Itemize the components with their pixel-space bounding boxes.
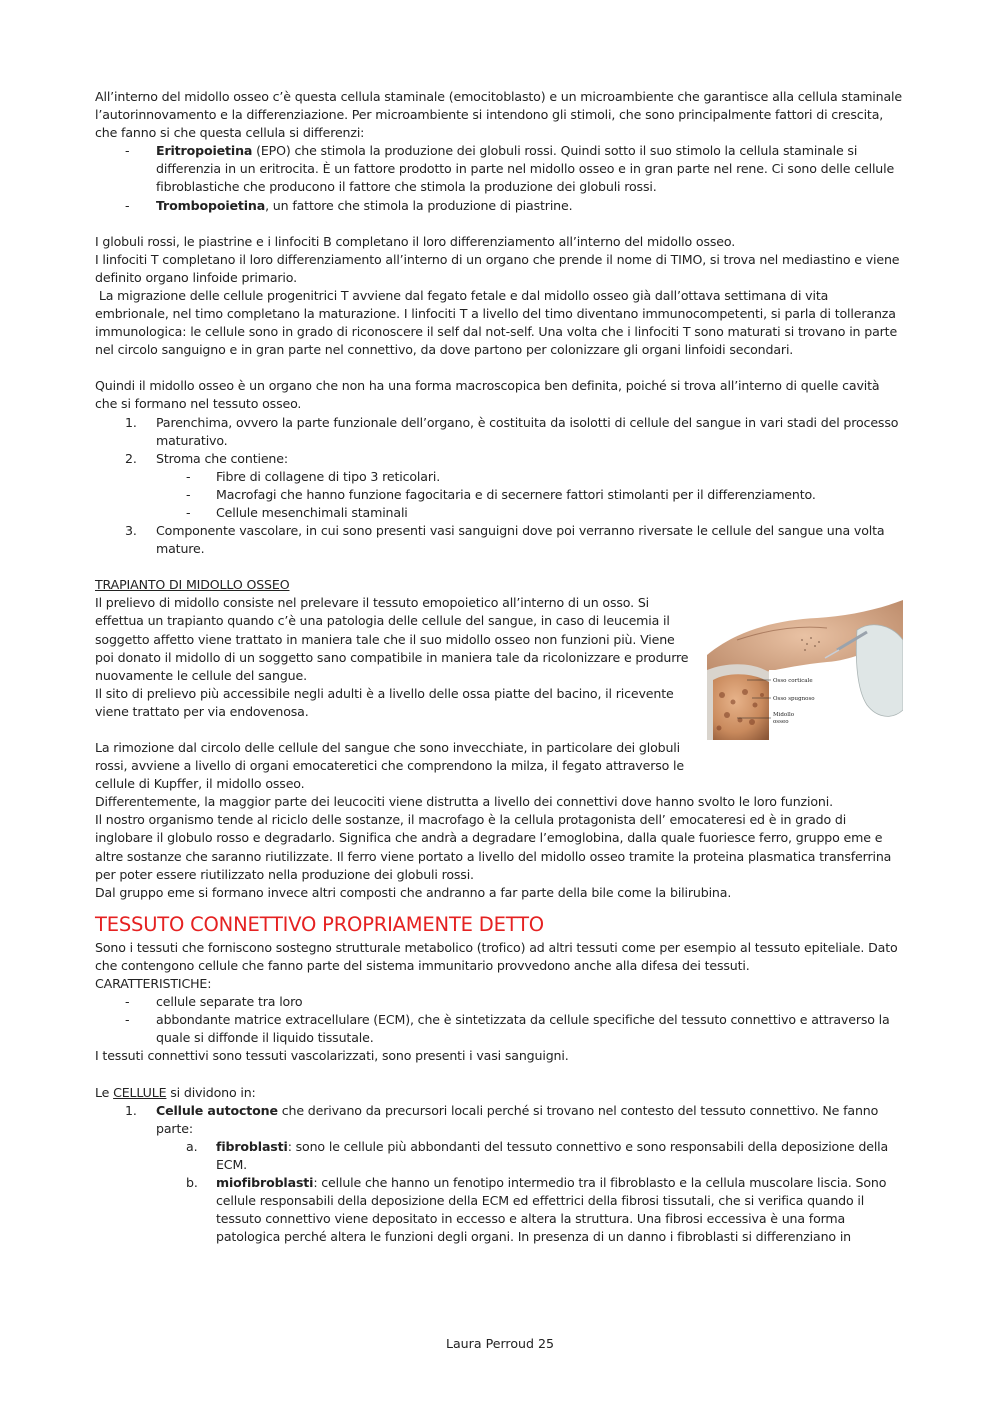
list-text: Parenchima, ovvero la parte funzionale dell’organo, è costituita da isolotti di cellule del sangue in vari stadi del processo maturativo.: [156, 414, 899, 448]
term: miofibroblasti: [216, 1174, 314, 1190]
list-marker: 3.: [125, 523, 137, 539]
paragraph: La rimozione dal circolo delle cellule del sangue che sono invecchiate, in particolare dei globuli rossi, avviene a livello di organi emocateretici che comprendono la milza, il fegato attraverso le cellule di Kupffer, il midollo osseo.: [95, 740, 684, 792]
paragraph: I tessuti connettivi sono tessuti vascolarizzati, sono presenti i vasi sanguigni.: [95, 1048, 569, 1064]
list-marker: -: [125, 197, 130, 213]
term-text: (EPO) che stimola la produzione dei globuli rossi. Quindi sotto il suo stimolo la cellula staminale si differenzia in un eritrocita. È un fattore prodotto in parte nel midollo osseo e in gran parte nel rene. Ci sono delle cellule fibroblastiche che producono il fattore che stimola la produzione dei globuli rossi.: [156, 143, 895, 195]
term-text: che derivano da precursori locali perché si trovano nel contesto del tessuto connettivo. Ne fanno parte:: [156, 1102, 879, 1136]
term: fibroblasti: [216, 1138, 288, 1154]
term-text: , un fattore che stimola la produzione di piastrine.: [265, 197, 573, 213]
list-item: [95, 1011, 903, 1047]
list-item: [95, 522, 903, 558]
term-text: : sono le cellule più abbondanti del tessuto connettivo e sono responsabili della deposizione della ECM.: [216, 1138, 889, 1172]
list-item: [95, 414, 903, 450]
illustration-svg: [707, 600, 903, 740]
list-text: Fibre di collagene di tipo 3 reticolari.: [216, 468, 441, 484]
list-item: [95, 142, 903, 196]
list-item: [95, 1102, 903, 1138]
list-text: Macrofagi che hanno funzione fagocitaria e di secernere fattori stimolanti per il differenziamento.: [216, 486, 816, 502]
label-osseo: osseo: [773, 719, 789, 725]
paragraph: Dal gruppo eme si formano invece altri composti che andranno a far parte della bile come la bilirubina.: [95, 884, 732, 900]
term: Cellule autoctone: [156, 1102, 278, 1118]
paragraph: Il nostro organismo tende al riciclo delle sostanze, il macrofago è la cellula protagonista dell’ emocateresi ed è in grado di inglobare il globulo rosso e degradarlo. Significa che andrà a degradare l’emoglobina, dalla quale fuoriesce ferro, gruppo eme e altre sostanze che saranno riutilizzate. Il ferro viene portato a livello del midollo osseo tramite la proteina plasmatica transferrina per poter essere riutilizzato nella produzione dei globuli rossi.: [95, 812, 892, 882]
label-osso-spugnoso: Osso spugnoso: [773, 696, 815, 702]
label: CARATTERISTICHE:: [95, 976, 212, 992]
list-marker: -: [125, 143, 130, 159]
page-footer: Laura Perroud 25: [445, 1336, 555, 1351]
list-marker: b.: [186, 1174, 198, 1190]
list-text: Stroma che contiene:: [156, 450, 288, 466]
list-text: cellule separate tra loro: [156, 994, 303, 1010]
list-marker: 2.: [125, 450, 137, 466]
label-osso-corticale: Osso corticale: [773, 678, 813, 684]
list-item: [95, 450, 903, 468]
transplant-section: [95, 576, 695, 793]
paragraph: I globuli rossi, le piastrine e i linfociti B completano il loro differenziamento all’interno del midollo osseo.: [95, 233, 736, 249]
list-marker: 1.: [125, 1102, 137, 1118]
paragraph: Quindi il midollo osseo è un organo che non ha una forma macroscopica ben definita, poiché si trova all’interno di quelle cavità che si formano nel tessuto osseo.: [95, 378, 880, 412]
list-marker: a.: [186, 1138, 198, 1154]
list-marker: -: [186, 486, 191, 502]
list-marker: -: [125, 1012, 130, 1028]
list-text: Componente vascolare, in cui sono presenti vasi sanguigni dove poi verranno riversate le cellule del sangue una volta mature.: [156, 523, 885, 557]
label-midollo: Midollo: [773, 712, 795, 718]
list-item: [95, 1138, 903, 1174]
text: Le: [95, 1084, 114, 1100]
list-item: [95, 197, 903, 215]
term-text: : cellule che hanno un fenotipo intermedio tra il fibroblasto e la cellula muscolare liscia. Sono cellule responsabili della deposizione della ECM ed effettrici della fibrosi tissutali, che si verifica quando il tessuto connettivo viene depositato in eccesso e altera la struttura. Una fibrosi eccessiva è una forma patologica perché altera le funzioni degli organi. In presenza di un danno i fibroblasti si differenziano in: [216, 1174, 887, 1245]
list-item: [95, 993, 903, 1011]
paragraph: La migrazione delle cellule progenitrici T avviene dal fegato fetale e dal midollo osseo già dall’ottava settimana di vita embrionale, nel timo completano la maturazione. I linfociti T a livello del timo diventano immunocompetenti, si parla di tolleranza immunologica: le cellule sono in grado di riconoscere il self dal not-self. Una volta che i linfociti T sono maturati si trovano in parte nel circolo sanguigno e in gran parte nel connettivo, da dove partono per colonizzare gli organi linfoidi secondari.: [95, 287, 901, 358]
list-text: Cellule mesenchimali staminali: [216, 504, 408, 520]
paragraph: Differentemente, la maggior parte dei leucociti viene distrutta a livello dei connettivi dove hanno svolto le loro funzioni.: [95, 794, 833, 810]
section-title: TRAPIANTO DI MIDOLLO OSSEO: [95, 577, 290, 593]
paragraph: I linfociti T completano il loro differenziamento all’interno di un organo che prende il nome di TIMO, si trova nel mediastino e viene definito organo linfoide primario.: [95, 251, 900, 285]
list-item: [95, 468, 903, 486]
paragraph: Sono i tessuti che forniscono sostegno strutturale metabolico (trofico) ad altri tessuti come per esempio al tessuto epiteliale. Dato che contengono cellule che fanno parte del sistema immunitario provvedono anche alla difesa dei tessuti.: [95, 939, 898, 973]
list-marker: 1.: [125, 414, 137, 430]
list-marker: -: [125, 994, 130, 1010]
paragraph: [95, 1084, 903, 1102]
paragraph: Il sito di prelievo più accessibile negli adulti è a livello delle ossa piatte del bacino, il ricevente viene trattato per via endovenosa.: [95, 685, 674, 719]
list-marker: -: [186, 504, 191, 520]
list-item: [95, 486, 903, 504]
text: si dividono in:: [166, 1084, 256, 1100]
paragraph: Il prelievo di midollo consiste nel prelevare il tessuto emopoietico all’interno di un osso. Si effettua un trapianto quando c’è una patologia delle cellule del sangue, in caso di leucemia il soggetto affetto viene trattato in maniera tale che il suo midollo osseo non funzioni più. Viene poi donato il midollo di un soggetto sano compatibile in maniera tale da ricolonizzare e produrre nuovamente le cellule del sangue.: [95, 595, 689, 683]
list-item: [95, 504, 903, 522]
bone-marrow-illustration: [707, 600, 903, 740]
term: Eritropoietina: [156, 143, 253, 159]
list-text: abbondante matrice extracellulare (ECM), che è sintetizzata da cellule specifiche del tessuto connettivo e attraverso la quale si diffonde il liquido tissutale.: [156, 1012, 890, 1046]
list-marker: -: [186, 468, 191, 484]
section-heading: TESSUTO CONNETTIVO PROPRIAMENTE DETTO: [95, 912, 544, 936]
list-item: [95, 1174, 903, 1246]
cells-word: CELLULE: [113, 1084, 167, 1100]
intro-paragraph: All’interno del midollo osseo c’è questa cellula staminale (emocitoblasto) e un microambiente che garantisce alla cellula staminale l’autorinnovamento e la differenziazione. Per microambiente si intendono gli stimoli, che sono principalmente fattori di crescita, che fanno si che questa cellula si differenzi:: [95, 89, 903, 141]
term: Trombopoietina: [156, 197, 266, 213]
